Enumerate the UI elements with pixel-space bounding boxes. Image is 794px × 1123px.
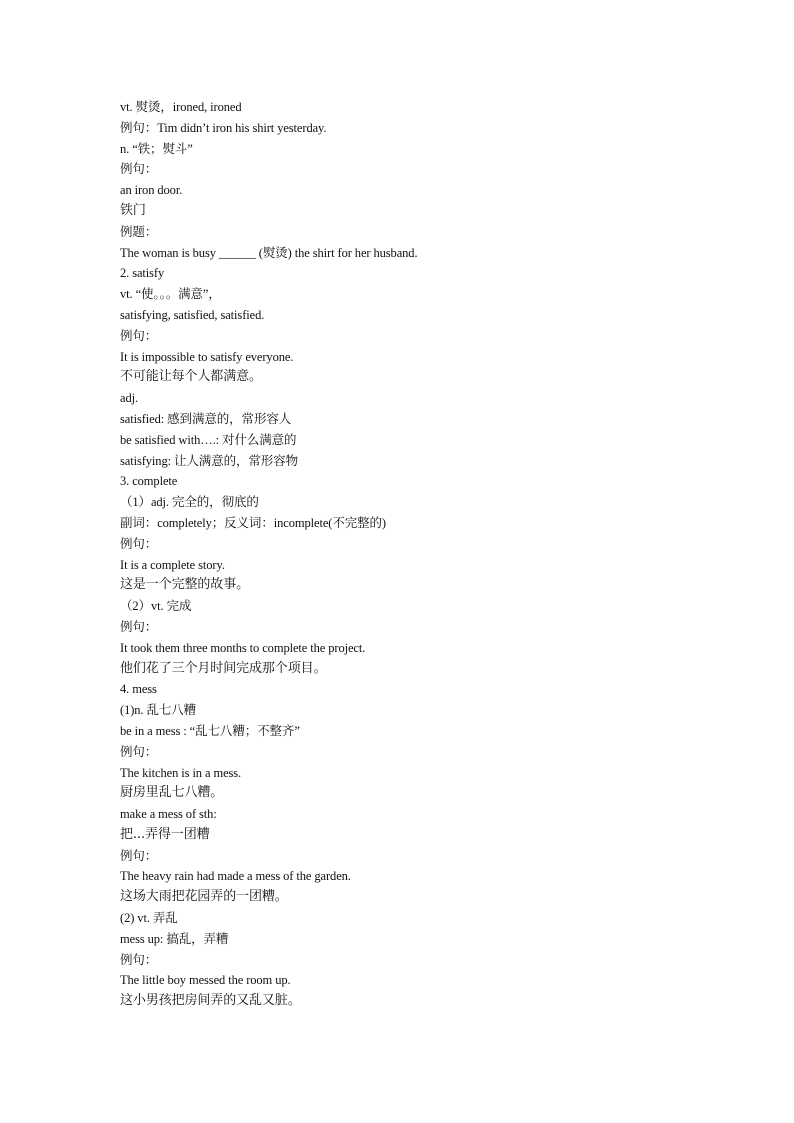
- text-line: 2. satisfy: [120, 266, 165, 281]
- text-line: an iron door.: [120, 183, 183, 198]
- text-line: 这小男孩把房间弄的又乱又脏。: [120, 993, 301, 1009]
- text-line: 他们花了三个月时间完成那个项目。: [120, 660, 327, 676]
- text-line: satisfying: 让人满意的，常形容物: [120, 453, 299, 468]
- text-line: 厨房里乱七八糟。: [120, 785, 224, 801]
- text-line: 例句：: [120, 744, 158, 759]
- text-line: 3. complete: [120, 474, 178, 489]
- text-line: adj.: [120, 391, 138, 406]
- text-line: 把...弄得一团糟: [120, 826, 210, 842]
- text-line: 4. mess: [120, 682, 157, 697]
- text-line: 例句：: [120, 162, 158, 177]
- text-line: （1）adj. 完全的，彻底的: [120, 495, 259, 510]
- text-line: 例题：: [120, 224, 158, 239]
- text-line: vt. 熨烫，ironed, ironed: [120, 100, 242, 114]
- text-line: satisfying, satisfied, satisfied.: [120, 307, 265, 322]
- text-line: be satisfied with….: 对什么满意的: [120, 432, 297, 447]
- text-line: （2）vt. 完成: [120, 599, 192, 614]
- text-line: It is impossible to satisfy everyone.: [120, 349, 294, 364]
- text-line: 副词：completely；反义词：incomplete(不完整的): [120, 515, 386, 530]
- text-line: 例句：: [120, 952, 158, 967]
- text-line: 例句：Tim didn’t iron his shirt yesterday.: [120, 120, 327, 135]
- text-line: The heavy rain had made a mess of the garden.: [120, 869, 351, 884]
- text-line: The kitchen is in a mess.: [120, 765, 242, 780]
- text-line: 例句：: [120, 536, 158, 551]
- text-line: 例句：: [120, 328, 158, 343]
- text-line: 例句：: [120, 619, 158, 634]
- text-line: mess up: 搞乱，弄糟: [120, 931, 229, 946]
- text-line: 铁门: [120, 202, 146, 218]
- text-line: vt. “使。。。满意”，: [120, 287, 221, 302]
- text-line: The woman is busy ______ (熨烫) the shirt for her husband.: [120, 245, 418, 260]
- text-line: satisfied: 感到满意的，常形容人: [120, 411, 292, 426]
- text-line: 这场大雨把花园弄的一团糟。: [120, 889, 288, 905]
- text-line: make a mess of sth:: [120, 807, 217, 822]
- text-line: It took them three months to complete the project.: [120, 640, 366, 655]
- text-line: 例句：: [120, 848, 158, 863]
- document-body: [120, 97, 680, 1012]
- text-line: be in a mess : “乱七八糟；不整齐”: [120, 723, 300, 738]
- text-line: It is a complete story.: [120, 557, 225, 572]
- text-line: n. “铁；熨斗”: [120, 141, 193, 156]
- text-line: (1)n. 乱七八糟: [120, 703, 197, 718]
- text-line: (2) vt. 弄乱: [120, 911, 178, 926]
- text-line: The little boy messed the room up.: [120, 973, 291, 988]
- text-line: 这是一个完整的故事。: [120, 577, 250, 593]
- text-line: 不可能让每个人都满意。: [120, 369, 262, 385]
